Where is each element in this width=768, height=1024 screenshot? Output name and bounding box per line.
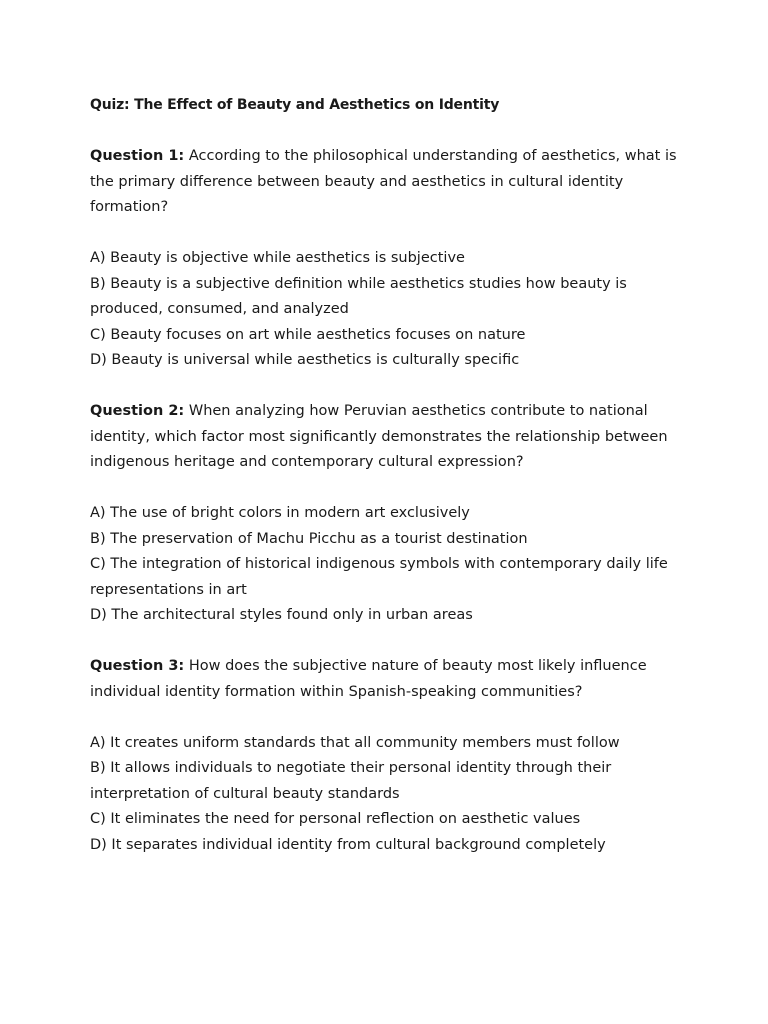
question-1-prompt [90,144,680,221]
option-3b: B) It allows individuals to negotiate their personal identity through their interpretation of cultural beauty standards [90,760,612,802]
quiz-title: Quiz: The Effect of Beauty and Aesthetics on Identity [90,97,500,113]
question-2-prompt [90,399,680,476]
question-3-prompt [90,654,680,705]
question-2-text: When analyzing how Peruvian aesthetics contribute to national identity, which factor most significantly demonstrates the relationship between indigenous heritage and contemporary cultural expression? [90,403,668,470]
option-2c: C) The integration of historical indigenous symbols with contemporary daily life representations in art [90,556,668,598]
option-2a: A) The use of bright colors in modern art exclusively [90,505,470,521]
question-3-options [90,731,680,859]
question-1-options [90,246,680,374]
question-1-text: According to the philosophical understanding of aesthetics, what is the primary difference between beauty and aesthetics in cultural identity formation? [90,148,677,215]
option-2d: D) The architectural styles found only in urban areas [90,607,473,623]
question-3-text: How does the subjective nature of beauty most likely influence individual identity formation within Spanish-speaking communities? [90,658,647,700]
option-2b: B) The preservation of Machu Picchu as a tourist destination [90,530,528,547]
question-2-label: Question 2: [90,403,185,419]
question-1 [90,144,680,374]
quiz-document [90,93,680,884]
option-3c: C) It eliminates the need for personal reflection on aesthetic values [90,811,581,827]
option-1b: B) Beauty is a subjective definition while aesthetics studies how beauty is produced, consumed, and analyzed [90,275,627,317]
question-3-label: Question 3: [90,658,185,674]
option-1d: D) Beauty is universal while aesthetics is culturally specific [90,352,520,368]
question-2 [90,399,680,629]
option-1a: A) Beauty is objective while aesthetics is subjective [90,250,465,266]
option-3a: A) It creates uniform standards that all community members must follow [90,734,620,751]
question-3 [90,654,680,858]
option-1c: C) Beauty focuses on art while aesthetics focuses on nature [90,326,526,343]
question-2-options [90,501,680,629]
question-1-label: Question 1: [90,148,185,164]
option-3d: D) It separates individual identity from cultural background completely [90,836,606,853]
